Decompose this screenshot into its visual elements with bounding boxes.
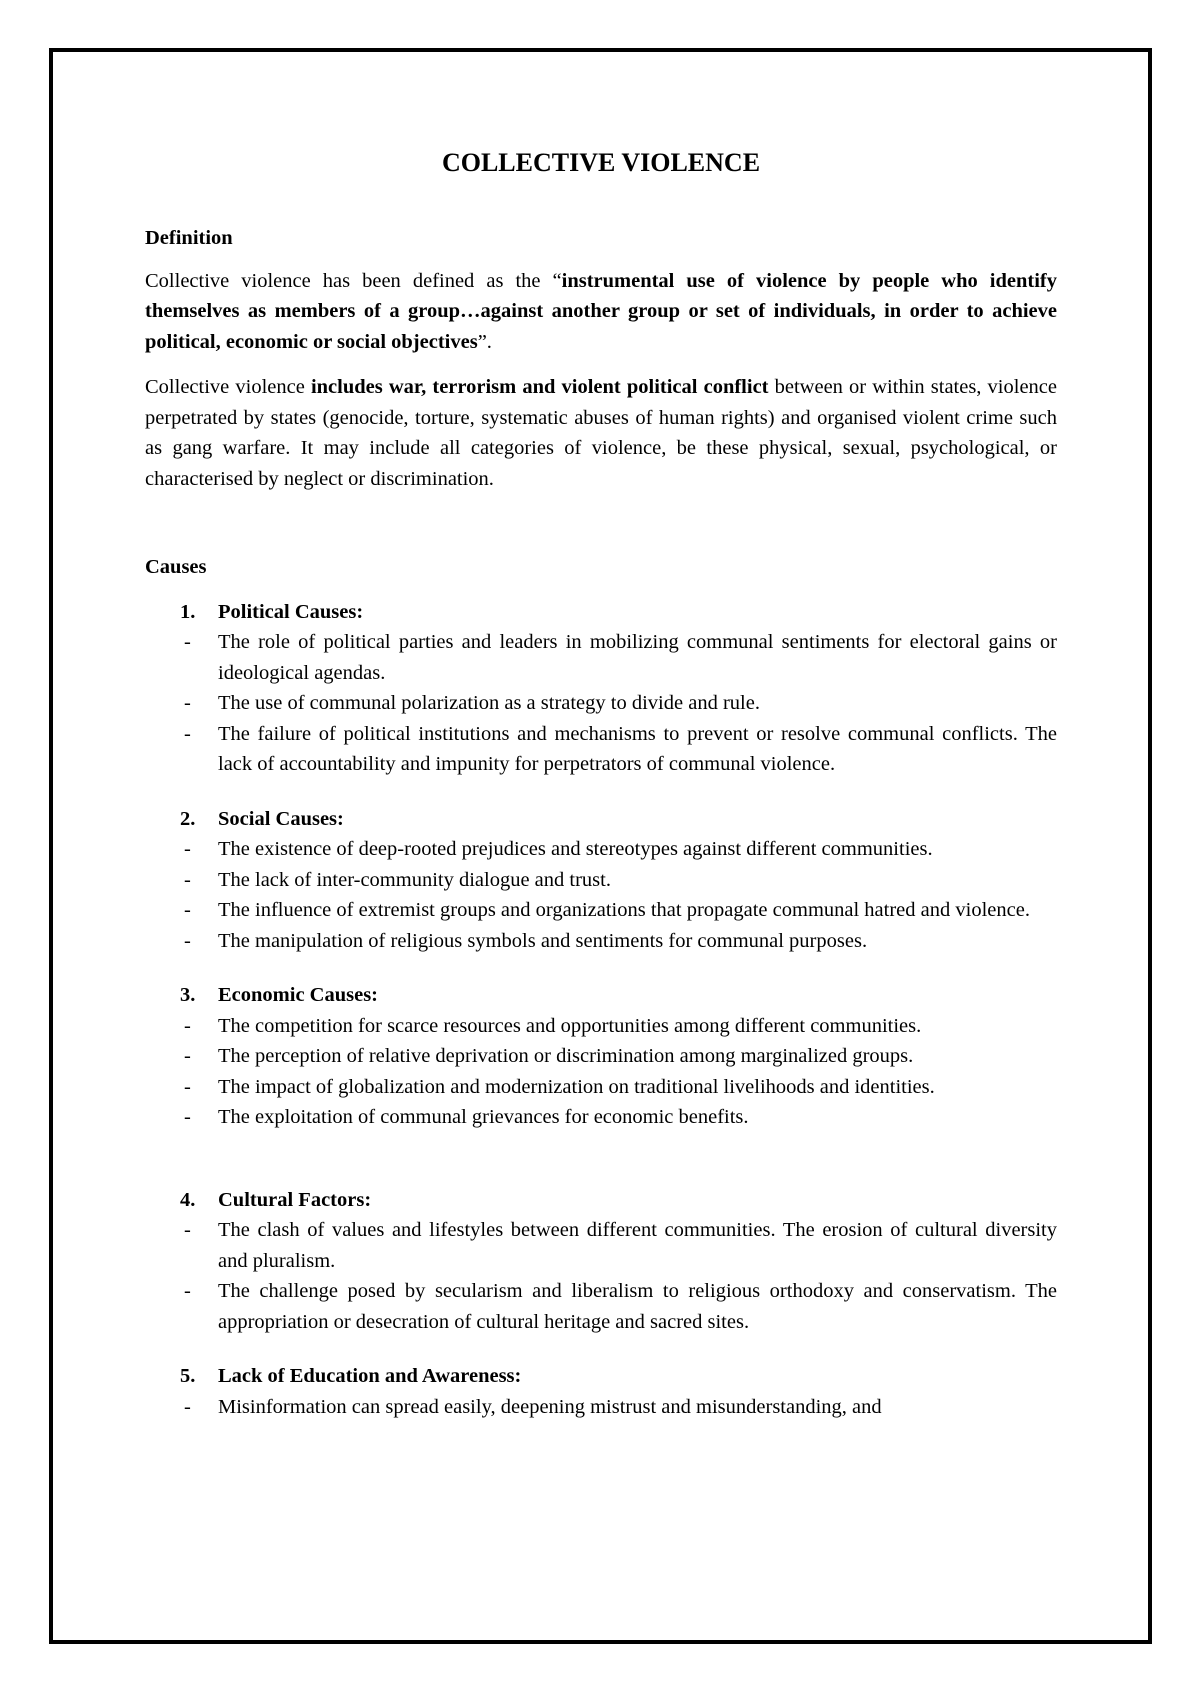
section-title (145, 804, 1057, 835)
list-item-text: The use of communal polarization as a strategy to divide and rule. (218, 692, 760, 714)
dash-bullet: - (184, 1075, 191, 1098)
list-item (145, 1041, 1057, 1072)
definition-heading: Definition (145, 227, 233, 249)
dash-bullet: - (184, 631, 191, 653)
definition-paragraph-1 (145, 266, 1057, 358)
list-item-text: The exploitation of communal grievances for economic benefits. (218, 1106, 749, 1128)
section-title-text: Economic Causes: (218, 984, 379, 1006)
dash-bullet: - (184, 1280, 191, 1302)
list-item (145, 865, 1057, 896)
list-item (145, 1011, 1057, 1042)
list-item-text: The competition for scarce resources and opportunities among different communities. (218, 1014, 922, 1037)
causes-section-economic (145, 980, 1057, 1133)
definition-p2-text: Collective violence (145, 376, 311, 398)
list-item-text: The impact of globalization and modernization on traditional livelihoods and identities. (218, 1075, 935, 1098)
dash-bullet: - (184, 929, 191, 952)
list-item-text: The perception of relative deprivation or discrimination among marginalized groups. (218, 1045, 914, 1067)
list-item-text: The clash of values and lifestyles between different communities. The erosion of cultural diversity and pluralism. (218, 1219, 1057, 1272)
list-item-text: The challenge posed by secularism and liberalism to religious orthodoxy and conservatism. The appropriation or desecration of cultural heritage and sacred sites. (218, 1280, 1057, 1333)
section-title-text: Political Causes: (218, 600, 364, 623)
list-item-text: The influence of extremist groups and organizations that propagate communal hatred and violence. (218, 899, 1030, 921)
list-item (145, 719, 1057, 780)
list-item-text: The manipulation of religious symbols and sentiments for communal purposes. (218, 929, 868, 952)
section-number: 2. (180, 807, 196, 830)
causes-section-cultural (145, 1185, 1057, 1338)
list-item (145, 834, 1057, 865)
section-title (145, 1185, 1057, 1216)
definition-p1-end: ”. (477, 330, 492, 353)
definition-p1-bold: instrumental use of violence by people who identify themselves as members of a group…against another group or set of individuals, in order to achieve political, economic or social objectives (145, 269, 1057, 353)
causes-heading: Causes (145, 556, 207, 578)
list-item-text: The existence of deep-rooted prejudices and stereotypes against different communities. (218, 838, 933, 860)
list-item-text: Misinformation can spread easily, deepening mistrust and misunderstanding, and (218, 1395, 882, 1418)
dash-bullet: - (184, 1014, 191, 1037)
list-item (145, 1072, 1057, 1103)
section-title (145, 1361, 1057, 1392)
list-item (145, 895, 1057, 926)
dash-bullet: - (184, 868, 191, 891)
list-item (145, 688, 1057, 719)
definition-p2-bold: includes war, terrorism and violent political conflict (310, 376, 769, 398)
document-body (145, 148, 1057, 1446)
list-item (145, 926, 1057, 957)
section-title-text: Cultural Factors: (218, 1188, 372, 1211)
dash-bullet: - (184, 1219, 191, 1241)
dash-bullet: - (184, 1045, 191, 1067)
definition-p2-end: between or within states, violence perpetrated by states (genocide, torture, systematic abuses of human rights) and organised violent crime such as gang warfare. It may include all categories of violence, be these physical, sexual, psychological, or characterised by neglect or discrimination. (145, 376, 1057, 490)
causes-section-social (145, 804, 1057, 957)
section-number: 5. (180, 1365, 196, 1387)
dash-bullet: - (184, 1106, 191, 1128)
list-item (145, 1215, 1057, 1276)
dash-bullet: - (184, 722, 191, 745)
dash-bullet: - (184, 899, 191, 921)
list-item-text: The lack of inter-community dialogue and trust. (218, 868, 611, 891)
list-item (145, 1392, 1057, 1423)
dash-bullet: - (184, 838, 191, 860)
section-title (145, 980, 1057, 1011)
section-number: 3. (180, 984, 196, 1006)
section-title (145, 597, 1057, 628)
dash-bullet: - (184, 1395, 191, 1418)
section-number: 4. (180, 1188, 196, 1211)
list-item-text: The role of political parties and leaders in mobilizing communal sentiments for electoral gains or ideological agendas. (218, 631, 1057, 684)
definition-p1-text: Collective violence has been defined as the “ (145, 269, 562, 292)
list-item (145, 1276, 1057, 1337)
section-title-text: Social Causes: (218, 807, 344, 830)
list-item (145, 627, 1057, 688)
list-item-text: The failure of political institutions and mechanisms to prevent or resolve communal conflicts. The lack of accountability and impunity for perpetrators of communal violence. (218, 722, 1057, 775)
document-title: COLLECTIVE VIOLENCE (441, 148, 761, 177)
causes-section-education (145, 1361, 1057, 1422)
section-title-text: Lack of Education and Awareness: (218, 1365, 522, 1387)
causes-section-political (145, 597, 1057, 780)
dash-bullet: - (184, 692, 191, 714)
definition-paragraph-2 (145, 372, 1057, 494)
section-number: 1. (180, 600, 196, 623)
list-item (145, 1102, 1057, 1133)
